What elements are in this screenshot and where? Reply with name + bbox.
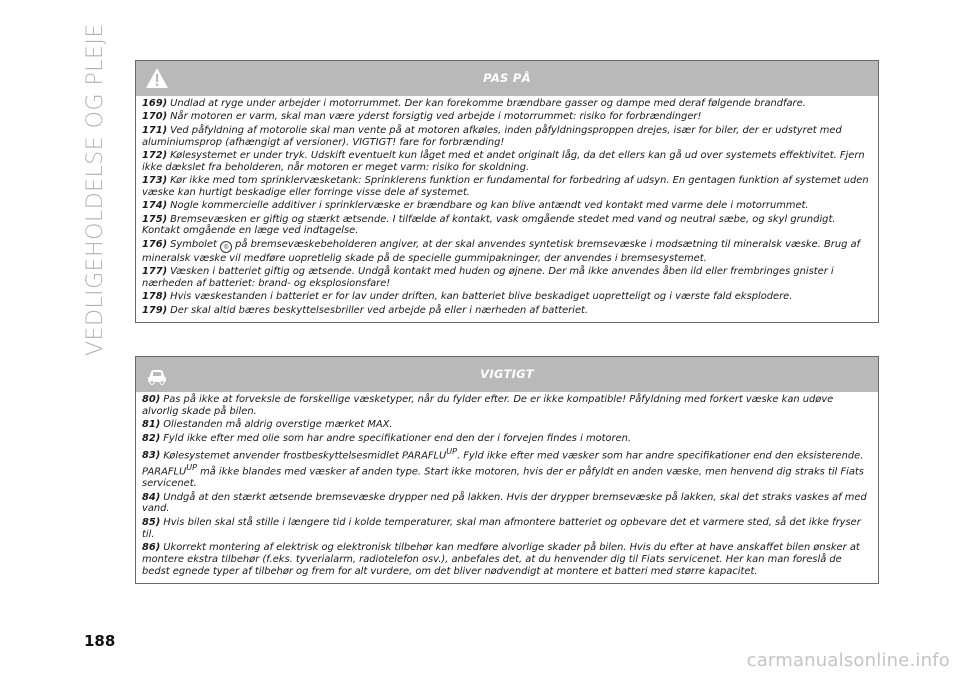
list-item bbox=[142, 394, 872, 418]
important-box bbox=[135, 356, 879, 584]
item-text: Pas på ikke at forveksle de forskellige væsketyper, når du fylder efter. De er ikke kompatible! Påfyldning med forkert væske kan udøve alvorlig skade på bilen. bbox=[142, 394, 834, 417]
superscript: UP bbox=[446, 446, 457, 456]
item-number: 80) bbox=[142, 394, 161, 405]
item-text-part: Kølesystemet anvender frostbeskyttelsesmidlet PARAFLU bbox=[163, 450, 447, 462]
item-text: Når motoren er varm, skal man være yderst forsigtig ved arbejde i motorrummet: risiko for forbrændinger! bbox=[170, 111, 702, 123]
list-item bbox=[142, 98, 872, 110]
item-text: Kør ikke med tom sprinklervæsketank: Sprinklerens funktion er fundamental for forbedring af udsyn. En gentagen funktion af systemet uden væske kan hurtigt beskadige eller forringe visse dele af systemet. bbox=[142, 175, 869, 198]
item-number: 175) bbox=[142, 213, 168, 225]
item-text: Hvis væskestanden i batteriet er for lav under driften, kan batteriet blive beskadiget uopretteligt og i værste fald eksplodere. bbox=[170, 291, 793, 303]
list-item bbox=[142, 111, 872, 123]
brake-fluid-symbol-icon: ◎ bbox=[220, 241, 232, 253]
item-text-part: . Fyld ikke efter med væsker som har andre specifikationer end den eksisterende. PARAFLU bbox=[142, 450, 864, 478]
list-item bbox=[142, 291, 872, 303]
list-item bbox=[142, 433, 872, 445]
item-text: Undgå at den stærkt ætsende bremsevæske drypper ned på lakken. Hvis der drypper bremsevæske på lakken, skal det straks vaskes af med vand. bbox=[142, 491, 867, 515]
item-number: 177) bbox=[142, 266, 168, 277]
item-number: 169) bbox=[142, 98, 168, 109]
item-text: Der skal altid bæres beskyttelsesbriller ved arbejde på eller i nærheden af batteriet. bbox=[170, 304, 589, 316]
item-text-part: må ikke blandes med væsker af anden type. Start ikke motoren, hvis der er påfyldt en anden væske, men henvend dig straks til Fiats servicenet. bbox=[142, 466, 864, 490]
list-item bbox=[142, 446, 872, 490]
important-box-title: VIGTIGT bbox=[480, 367, 534, 381]
item-text: Oliestanden må aldrig overstige mærket MAX. bbox=[163, 419, 393, 431]
item-text: Ved påfyldning af motorolie skal man vente på at motoren afkøles, inden påfyldningsproppen drejes, især for biler, der er udstyret med aluminiumsprop (afhængigt af versioner). VIGTIGT! fare for forbrænding! bbox=[142, 124, 842, 148]
item-text: Nogle kommercielle additiver i sprinklervæske er brændbare og kan blive antændt ved kontakt med varme dele i motorrummet. bbox=[170, 200, 809, 212]
item-number: 171) bbox=[142, 124, 168, 136]
item-number: 174) bbox=[142, 200, 168, 212]
list-item bbox=[142, 150, 872, 174]
list-item bbox=[142, 542, 872, 578]
list-item bbox=[142, 214, 872, 238]
item-number: 84) bbox=[142, 491, 161, 503]
item-text: Væsken i batteriet giftig og ætsende. Undgå kontakt med huden og øjnene. Der må ikke anvendes åben ild eller frembringes gnister i nærheden af batteriet: brand- og eksplosionsfare! bbox=[142, 266, 834, 289]
list-item bbox=[142, 492, 872, 516]
item-text: Undlad at ryge under arbejder i motorrummet. Der kan forekomme brændbare gasser og dampe med deraf følgende brandfare. bbox=[170, 98, 806, 109]
item-number: 176) bbox=[142, 238, 168, 250]
item-number: 179) bbox=[142, 304, 168, 316]
item-number: 85) bbox=[142, 516, 161, 528]
item-number: 178) bbox=[142, 291, 168, 303]
item-number: 172) bbox=[142, 149, 168, 161]
superscript: UP bbox=[186, 463, 197, 472]
item-text: Fyld ikke efter med olie som har andre specifikationer end den der i forvejen findes i motoren. bbox=[163, 432, 632, 444]
item-text-before: Symbolet bbox=[170, 238, 217, 250]
watermark: carmanualsonline.info bbox=[746, 650, 950, 671]
warning-box-header bbox=[136, 61, 878, 96]
warning-box bbox=[135, 60, 879, 323]
item-number: 81) bbox=[142, 419, 161, 431]
list-item bbox=[142, 517, 872, 541]
item-number: 86) bbox=[142, 541, 161, 553]
item-number: 82) bbox=[142, 432, 161, 444]
item-text: Kølesystemet er under tryk. Udskift eventuelt kun låget med et andet originalt låg, da det ellers kan gå ud over systemets effektivitet. Fjern ikke dækslet fra beholderen, når motoren er meget varm: risiko for skoldning. bbox=[142, 149, 865, 173]
item-number: 83) bbox=[142, 450, 161, 462]
item-text-after: på bremsevæskebeholderen angiver, at der skal anvendes syntetisk bremsevæske i modsætning til mineralsk væske. Brug af mineralsk væske vil medføre uopretlelig skade på de specielle gummipakninger, der anvendes i bremsesystemet. bbox=[142, 238, 861, 264]
item-number: 173) bbox=[142, 175, 168, 186]
important-box-body bbox=[136, 392, 878, 583]
item-text: Hvis bilen skal stå stille i længere tid i kolde temperaturer, skal man afmontere batteriet og opbevare det et varmere sted, så det ikke fryser til. bbox=[142, 516, 861, 540]
list-item bbox=[142, 266, 872, 290]
list-item bbox=[142, 200, 872, 212]
item-text: Ukorrekt montering af elektrisk og elektronisk tilbehør kan medføre alvorlige skader på bilen. Hvis du efter at have anskaffet bilen ønsker at montere ekstra tilbehør (f.eks. tyverialarm, radiotelefon osv.), anbefales det, at du henvender dig til Fiats servicenet. Her kan man foreslå de bedst egnede typer af tilbehør og frem for alt vurdere, om det bliver nødvendigt at montere et batteri med større kapacitet. bbox=[142, 541, 860, 577]
page-number: 188 bbox=[84, 632, 116, 650]
warning-box-body bbox=[136, 96, 878, 322]
section-side-title: VEDLIGEHOLDELSE OG PLEJE bbox=[83, 23, 108, 356]
item-number: 170) bbox=[142, 111, 168, 123]
item-text: Bremsevæsken er giftig og stærkt ætsende. I tilfælde af kontakt, vask omgående stedet med vand og neutral sæbe, og skyl grundigt. Kontakt omgående en læge ved indtagelse. bbox=[142, 213, 836, 237]
list-item bbox=[142, 125, 872, 149]
warning-box-title: PAS PÅ bbox=[483, 71, 531, 85]
list-item bbox=[142, 239, 872, 265]
important-box-header bbox=[136, 357, 878, 392]
list-item bbox=[142, 419, 872, 431]
list-item bbox=[142, 305, 872, 317]
list-item bbox=[142, 175, 872, 199]
